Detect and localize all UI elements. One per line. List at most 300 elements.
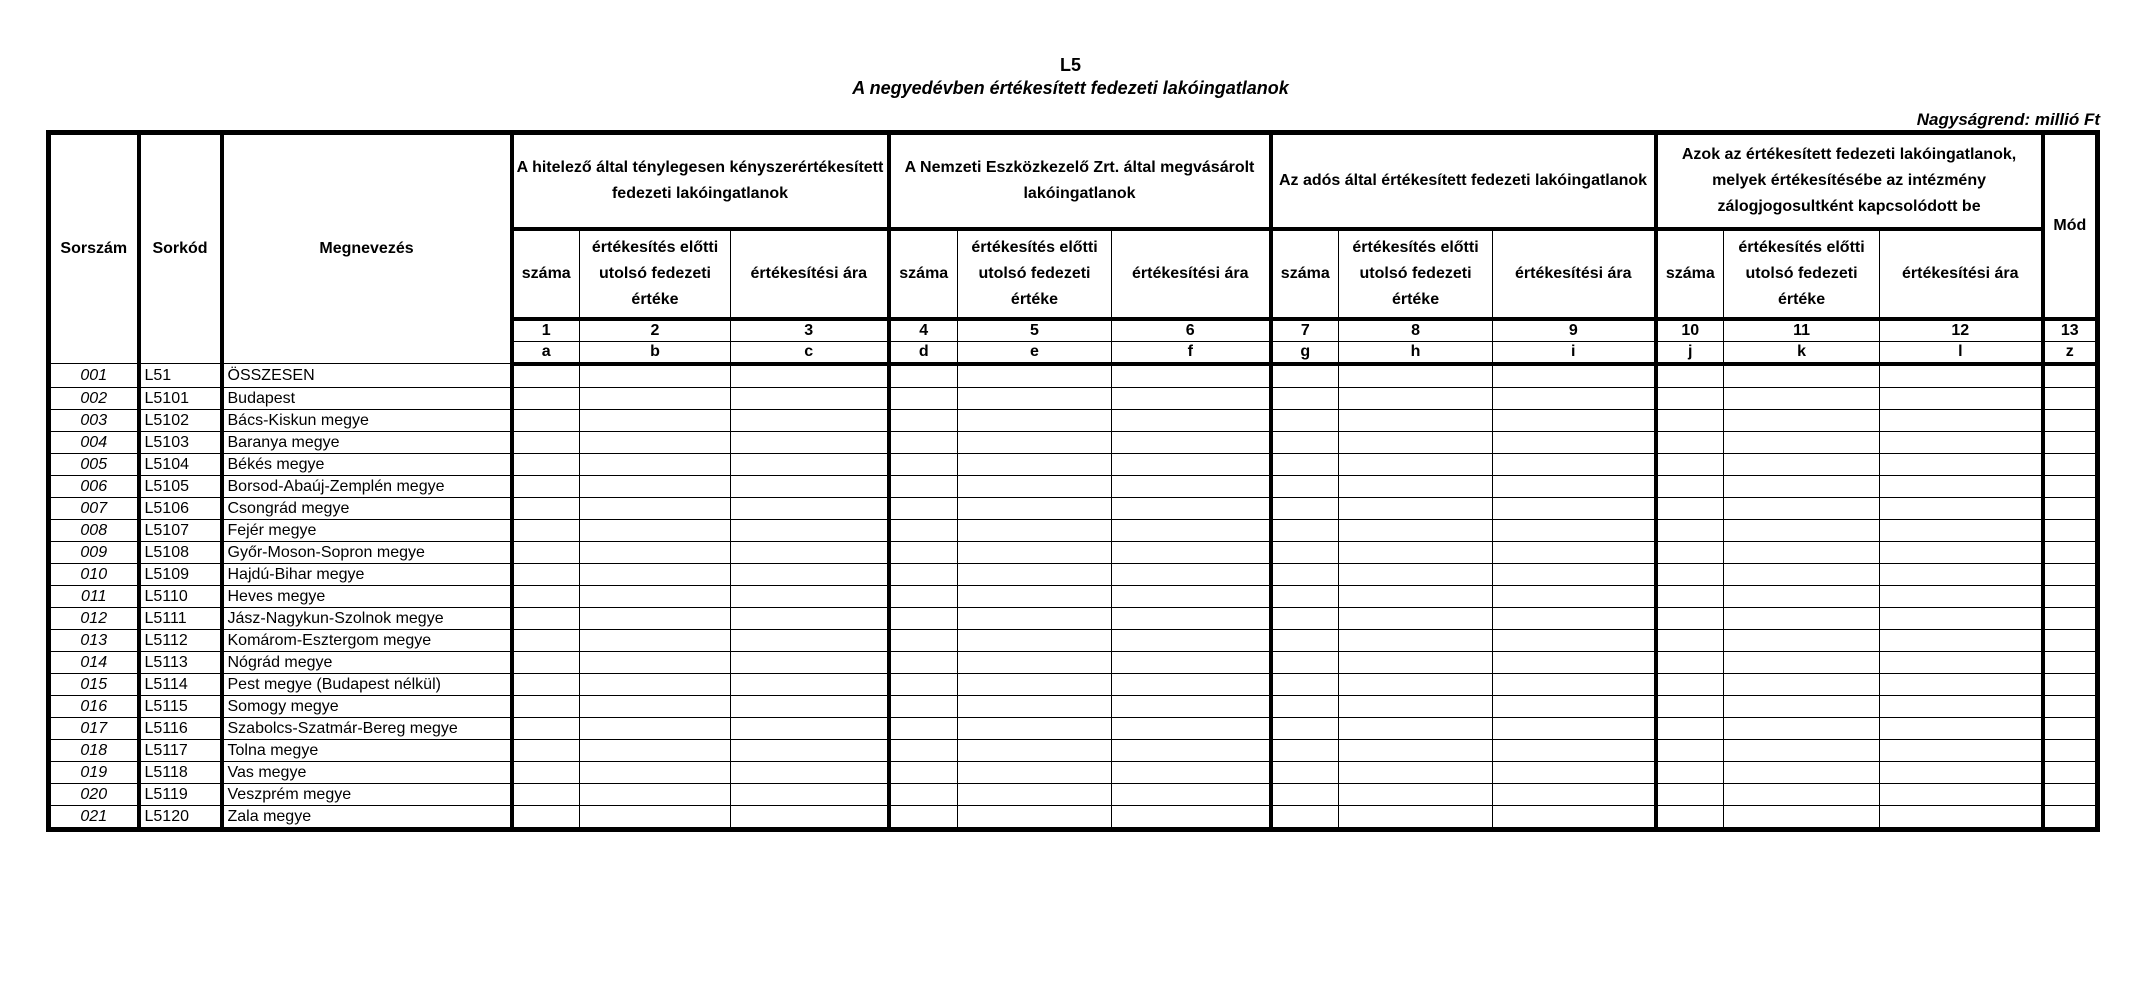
data-cell[interactable]	[731, 739, 889, 761]
data-cell[interactable]	[512, 541, 580, 563]
col-number: 11	[1724, 319, 1880, 342]
row-sorszam: 021	[49, 805, 139, 829]
data-cell[interactable]	[2043, 364, 2098, 388]
data-cell[interactable]	[1339, 409, 1493, 431]
header-ertek-ara: értékesítési ára	[1493, 229, 1656, 319]
data-cell[interactable]	[1493, 651, 1656, 673]
data-cell[interactable]	[1656, 695, 1724, 717]
data-cell[interactable]	[1880, 739, 2043, 761]
data-cell[interactable]	[1724, 673, 1880, 695]
col-letter: g	[1271, 341, 1339, 364]
data-cell[interactable]	[1112, 519, 1271, 541]
data-cell[interactable]	[1724, 761, 1880, 783]
data-cell[interactable]	[1339, 475, 1493, 497]
data-cell[interactable]	[731, 475, 889, 497]
data-cell[interactable]	[958, 563, 1112, 585]
data-cell[interactable]	[1724, 541, 1880, 563]
data-cell[interactable]	[1339, 673, 1493, 695]
data-cell[interactable]	[1493, 387, 1656, 409]
data-cell[interactable]	[889, 673, 958, 695]
data-cell[interactable]	[1271, 783, 1339, 805]
data-cell[interactable]	[1112, 761, 1271, 783]
data-cell[interactable]	[1656, 673, 1724, 695]
data-cell[interactable]	[1656, 607, 1724, 629]
data-cell[interactable]	[731, 607, 889, 629]
data-cell[interactable]	[2043, 453, 2098, 475]
data-cell[interactable]	[731, 585, 889, 607]
data-cell[interactable]	[512, 364, 580, 388]
data-cell[interactable]	[580, 364, 731, 388]
data-cell[interactable]	[1339, 585, 1493, 607]
data-cell[interactable]	[731, 563, 889, 585]
data-cell[interactable]	[1880, 761, 2043, 783]
data-cell[interactable]	[1271, 475, 1339, 497]
row-sorkod: L5109	[139, 563, 222, 585]
data-cell[interactable]	[958, 541, 1112, 563]
data-cell[interactable]	[1880, 673, 2043, 695]
header-ertek-elotti: értékesítés előtti utolsó fedezeti értéke	[1724, 229, 1880, 319]
data-cell[interactable]	[1112, 431, 1271, 453]
data-cell[interactable]	[512, 563, 580, 585]
data-cell[interactable]	[731, 761, 889, 783]
data-cell[interactable]	[1493, 783, 1656, 805]
data-cell[interactable]	[580, 695, 731, 717]
data-cell[interactable]	[1724, 475, 1880, 497]
data-cell[interactable]	[1271, 695, 1339, 717]
data-cell[interactable]	[512, 629, 580, 651]
data-cell[interactable]	[512, 431, 580, 453]
data-cell[interactable]	[1112, 607, 1271, 629]
header-ertek-ara: értékesítési ára	[731, 229, 889, 319]
data-cell[interactable]	[1493, 607, 1656, 629]
data-cell[interactable]	[2043, 695, 2098, 717]
data-cell[interactable]	[2043, 519, 2098, 541]
data-cell[interactable]	[1493, 475, 1656, 497]
data-cell[interactable]	[1656, 585, 1724, 607]
data-cell[interactable]	[731, 387, 889, 409]
data-cell[interactable]	[1339, 805, 1493, 829]
data-cell[interactable]	[1271, 739, 1339, 761]
data-cell[interactable]	[1724, 431, 1880, 453]
data-cell[interactable]	[2043, 497, 2098, 519]
data-cell[interactable]	[1656, 629, 1724, 651]
data-cell[interactable]	[1656, 541, 1724, 563]
data-cell[interactable]	[1271, 805, 1339, 829]
data-cell[interactable]	[1493, 364, 1656, 388]
data-cell[interactable]	[1880, 453, 2043, 475]
data-cell[interactable]	[1724, 717, 1880, 739]
data-cell[interactable]	[580, 739, 731, 761]
data-cell[interactable]	[512, 453, 580, 475]
data-cell[interactable]	[2043, 673, 2098, 695]
data-cell[interactable]	[1112, 563, 1271, 585]
data-cell[interactable]	[2043, 409, 2098, 431]
data-cell[interactable]	[731, 695, 889, 717]
data-cell[interactable]	[731, 629, 889, 651]
data-cell[interactable]	[958, 387, 1112, 409]
data-cell[interactable]	[1339, 431, 1493, 453]
data-cell[interactable]	[731, 805, 889, 829]
data-cell[interactable]	[1271, 364, 1339, 388]
data-cell[interactable]	[1271, 607, 1339, 629]
data-cell[interactable]	[1112, 717, 1271, 739]
data-cell[interactable]	[1656, 739, 1724, 761]
data-cell[interactable]	[1112, 541, 1271, 563]
data-cell[interactable]	[1656, 453, 1724, 475]
data-cell[interactable]	[1112, 805, 1271, 829]
data-cell[interactable]	[889, 387, 958, 409]
data-cell[interactable]	[2043, 541, 2098, 563]
data-cell[interactable]	[1339, 629, 1493, 651]
row-megnevezes: Békés megye	[222, 453, 512, 475]
data-cell[interactable]	[1112, 695, 1271, 717]
row-sorkod: L5120	[139, 805, 222, 829]
data-cell[interactable]	[2043, 805, 2098, 829]
data-cell[interactable]	[1656, 497, 1724, 519]
data-cell[interactable]	[2043, 761, 2098, 783]
data-cell[interactable]	[1880, 717, 2043, 739]
data-cell[interactable]	[580, 453, 731, 475]
data-cell[interactable]	[889, 364, 958, 388]
data-cell[interactable]	[731, 541, 889, 563]
data-cell[interactable]	[2043, 783, 2098, 805]
data-cell[interactable]	[2043, 475, 2098, 497]
data-cell[interactable]	[1271, 563, 1339, 585]
data-cell[interactable]	[1656, 431, 1724, 453]
data-cell[interactable]	[512, 783, 580, 805]
data-cell[interactable]	[2043, 739, 2098, 761]
data-cell[interactable]	[958, 673, 1112, 695]
data-cell[interactable]	[512, 519, 580, 541]
data-cell[interactable]	[1724, 651, 1880, 673]
data-cell[interactable]	[958, 805, 1112, 829]
row-sorkod: L5107	[139, 519, 222, 541]
data-cell[interactable]	[580, 607, 731, 629]
data-cell[interactable]	[580, 761, 731, 783]
data-cell[interactable]	[1656, 364, 1724, 388]
data-cell[interactable]	[1880, 607, 2043, 629]
data-cell[interactable]	[1880, 629, 2043, 651]
data-cell[interactable]	[1271, 651, 1339, 673]
data-cell[interactable]	[2043, 563, 2098, 585]
data-cell[interactable]	[2043, 387, 2098, 409]
data-cell[interactable]	[731, 409, 889, 431]
data-cell[interactable]	[580, 519, 731, 541]
data-cell[interactable]	[512, 387, 580, 409]
row-megnevezes: Jász-Nagykun-Szolnok megye	[222, 607, 512, 629]
col-number: 2	[580, 319, 731, 342]
data-cell[interactable]	[1880, 519, 2043, 541]
data-cell[interactable]	[889, 519, 958, 541]
data-cell[interactable]	[889, 585, 958, 607]
data-cell[interactable]	[1880, 563, 2043, 585]
row-sorkod: L5114	[139, 673, 222, 695]
data-cell[interactable]	[1724, 519, 1880, 541]
data-cell[interactable]	[1112, 497, 1271, 519]
data-cell[interactable]	[2043, 607, 2098, 629]
data-cell[interactable]	[512, 607, 580, 629]
data-cell[interactable]	[889, 497, 958, 519]
data-cell[interactable]	[1112, 387, 1271, 409]
data-cell[interactable]	[1493, 453, 1656, 475]
data-cell[interactable]	[1656, 717, 1724, 739]
data-cell[interactable]	[1880, 541, 2043, 563]
data-cell[interactable]	[889, 717, 958, 739]
table-row	[49, 387, 2098, 409]
data-cell[interactable]	[1112, 629, 1271, 651]
data-cell[interactable]	[1493, 673, 1656, 695]
data-cell[interactable]	[1339, 717, 1493, 739]
data-cell[interactable]	[1339, 519, 1493, 541]
data-cell[interactable]	[889, 761, 958, 783]
data-cell[interactable]	[1656, 805, 1724, 829]
data-cell[interactable]	[958, 364, 1112, 388]
data-cell[interactable]	[889, 695, 958, 717]
data-cell[interactable]	[1112, 409, 1271, 431]
data-cell[interactable]	[1112, 364, 1271, 388]
data-cell[interactable]	[958, 739, 1112, 761]
data-cell[interactable]	[1112, 585, 1271, 607]
data-cell[interactable]	[958, 453, 1112, 475]
data-cell[interactable]	[1656, 387, 1724, 409]
data-cell[interactable]	[2043, 717, 2098, 739]
data-cell[interactable]	[889, 739, 958, 761]
data-cell[interactable]	[889, 409, 958, 431]
data-cell[interactable]	[512, 673, 580, 695]
data-cell[interactable]	[1493, 431, 1656, 453]
data-cell[interactable]	[1339, 695, 1493, 717]
data-cell[interactable]	[731, 783, 889, 805]
data-cell[interactable]	[1339, 563, 1493, 585]
data-cell[interactable]	[1656, 475, 1724, 497]
data-cell[interactable]	[889, 805, 958, 829]
data-cell[interactable]	[1112, 783, 1271, 805]
data-cell[interactable]	[1112, 673, 1271, 695]
data-cell[interactable]	[1880, 497, 2043, 519]
data-cell[interactable]	[1493, 409, 1656, 431]
data-cell[interactable]	[1724, 585, 1880, 607]
data-cell[interactable]	[580, 409, 731, 431]
data-cell[interactable]	[580, 541, 731, 563]
data-cell[interactable]	[580, 673, 731, 695]
data-cell[interactable]	[889, 563, 958, 585]
data-cell[interactable]	[1880, 387, 2043, 409]
data-cell[interactable]	[1339, 607, 1493, 629]
data-cell[interactable]	[1880, 475, 2043, 497]
data-cell[interactable]	[512, 739, 580, 761]
data-cell[interactable]	[512, 761, 580, 783]
data-cell[interactable]	[958, 717, 1112, 739]
row-sorkod: L5102	[139, 409, 222, 431]
data-cell[interactable]	[1493, 761, 1656, 783]
data-cell[interactable]	[1339, 387, 1493, 409]
data-cell[interactable]	[1493, 629, 1656, 651]
col-number: 5	[958, 319, 1112, 342]
data-cell[interactable]	[1271, 761, 1339, 783]
data-cell[interactable]	[1724, 364, 1880, 388]
data-cell[interactable]	[889, 475, 958, 497]
data-cell[interactable]	[1880, 409, 2043, 431]
col-letter: a	[512, 341, 580, 364]
data-cell[interactable]	[731, 453, 889, 475]
data-cell[interactable]	[1271, 717, 1339, 739]
data-cell[interactable]	[512, 695, 580, 717]
data-cell[interactable]	[580, 563, 731, 585]
data-cell[interactable]	[1339, 739, 1493, 761]
data-cell[interactable]	[1339, 541, 1493, 563]
data-cell[interactable]	[1271, 497, 1339, 519]
data-cell[interactable]	[889, 651, 958, 673]
data-cell[interactable]	[1724, 497, 1880, 519]
data-cell[interactable]	[731, 497, 889, 519]
data-cell[interactable]	[1271, 453, 1339, 475]
data-cell[interactable]	[1493, 541, 1656, 563]
row-megnevezes: ÖSSZESEN	[222, 364, 512, 388]
data-cell[interactable]	[889, 629, 958, 651]
data-cell[interactable]	[731, 519, 889, 541]
data-cell[interactable]	[958, 629, 1112, 651]
data-cell[interactable]	[1271, 519, 1339, 541]
header-group-1: A hitelező által ténylegesen kényszerértékesített fedezeti lakóingatlanok	[512, 133, 889, 229]
data-cell[interactable]	[1724, 695, 1880, 717]
header-megnevezes: Megnevezés	[222, 133, 512, 364]
data-cell[interactable]	[1271, 585, 1339, 607]
data-cell[interactable]	[1271, 431, 1339, 453]
data-cell[interactable]	[1112, 475, 1271, 497]
data-cell[interactable]	[1880, 364, 2043, 388]
data-cell[interactable]	[958, 409, 1112, 431]
data-cell[interactable]	[1493, 519, 1656, 541]
data-cell[interactable]	[580, 805, 731, 829]
data-cell[interactable]	[512, 475, 580, 497]
data-cell[interactable]	[1880, 585, 2043, 607]
data-cell[interactable]	[2043, 651, 2098, 673]
data-cell[interactable]	[1112, 651, 1271, 673]
data-cell[interactable]	[1493, 717, 1656, 739]
data-cell[interactable]	[1493, 805, 1656, 829]
row-sorkod: L5103	[139, 431, 222, 453]
data-cell[interactable]	[1339, 783, 1493, 805]
data-cell[interactable]	[1724, 453, 1880, 475]
data-cell[interactable]	[1880, 651, 2043, 673]
data-cell[interactable]	[1493, 695, 1656, 717]
data-cell[interactable]	[1339, 497, 1493, 519]
row-megnevezes: Veszprém megye	[222, 783, 512, 805]
data-cell[interactable]	[889, 431, 958, 453]
data-cell[interactable]	[2043, 431, 2098, 453]
col-number: 4	[889, 319, 958, 342]
data-cell[interactable]	[1880, 805, 2043, 829]
data-cell[interactable]	[1656, 651, 1724, 673]
data-cell[interactable]	[512, 409, 580, 431]
table-row	[49, 783, 2098, 805]
data-cell[interactable]	[1724, 409, 1880, 431]
data-cell[interactable]	[580, 783, 731, 805]
data-cell[interactable]	[512, 651, 580, 673]
data-cell[interactable]	[1656, 761, 1724, 783]
data-cell[interactable]	[889, 607, 958, 629]
data-cell[interactable]	[889, 453, 958, 475]
data-cell[interactable]	[958, 431, 1112, 453]
table-row	[49, 651, 2098, 673]
data-cell[interactable]	[1271, 541, 1339, 563]
data-cell[interactable]	[512, 585, 580, 607]
data-cell[interactable]	[731, 651, 889, 673]
data-cell[interactable]	[580, 431, 731, 453]
data-cell[interactable]	[1724, 739, 1880, 761]
data-cell[interactable]	[731, 717, 889, 739]
data-cell[interactable]	[1271, 409, 1339, 431]
data-cell[interactable]	[1493, 739, 1656, 761]
data-cell[interactable]	[958, 695, 1112, 717]
col-letter: i	[1493, 341, 1656, 364]
data-cell[interactable]	[2043, 585, 2098, 607]
data-cell[interactable]	[958, 651, 1112, 673]
data-cell[interactable]	[2043, 629, 2098, 651]
data-cell[interactable]	[1724, 607, 1880, 629]
data-cell[interactable]	[1271, 387, 1339, 409]
data-cell[interactable]	[1271, 673, 1339, 695]
data-cell[interactable]	[731, 364, 889, 388]
data-cell[interactable]	[1880, 783, 2043, 805]
data-cell[interactable]	[958, 761, 1112, 783]
data-cell[interactable]	[580, 585, 731, 607]
data-cell[interactable]	[1724, 629, 1880, 651]
data-cell[interactable]	[1724, 805, 1880, 829]
data-cell[interactable]	[512, 717, 580, 739]
data-cell[interactable]	[958, 475, 1112, 497]
table-row	[49, 431, 2098, 453]
data-cell[interactable]	[1656, 409, 1724, 431]
data-cell[interactable]	[1339, 761, 1493, 783]
data-cell[interactable]	[1112, 453, 1271, 475]
data-cell[interactable]	[1656, 783, 1724, 805]
data-cell[interactable]	[512, 805, 580, 829]
data-cell[interactable]	[958, 519, 1112, 541]
data-cell[interactable]	[580, 387, 731, 409]
data-cell[interactable]	[580, 629, 731, 651]
data-cell[interactable]	[1339, 651, 1493, 673]
data-cell[interactable]	[580, 717, 731, 739]
data-cell[interactable]	[1656, 519, 1724, 541]
data-cell[interactable]	[1493, 563, 1656, 585]
data-cell[interactable]	[1493, 585, 1656, 607]
data-cell[interactable]	[1112, 739, 1271, 761]
data-cell[interactable]	[1271, 629, 1339, 651]
data-cell[interactable]	[1880, 695, 2043, 717]
data-cell[interactable]	[1493, 497, 1656, 519]
data-cell[interactable]	[958, 585, 1112, 607]
data-cell[interactable]	[1724, 387, 1880, 409]
data-cell[interactable]	[580, 497, 731, 519]
data-cell[interactable]	[958, 607, 1112, 629]
data-cell[interactable]	[1656, 563, 1724, 585]
data-cell[interactable]	[1339, 453, 1493, 475]
data-cell[interactable]	[958, 783, 1112, 805]
data-cell[interactable]	[731, 673, 889, 695]
data-cell[interactable]	[1880, 431, 2043, 453]
data-cell[interactable]	[1724, 563, 1880, 585]
data-cell[interactable]	[958, 497, 1112, 519]
data-cell[interactable]	[889, 541, 958, 563]
data-cell[interactable]	[580, 475, 731, 497]
data-cell[interactable]	[1339, 364, 1493, 388]
data-cell[interactable]	[731, 431, 889, 453]
data-cell[interactable]	[512, 497, 580, 519]
data-cell[interactable]	[1724, 783, 1880, 805]
data-cell[interactable]	[580, 651, 731, 673]
data-cell[interactable]	[889, 783, 958, 805]
